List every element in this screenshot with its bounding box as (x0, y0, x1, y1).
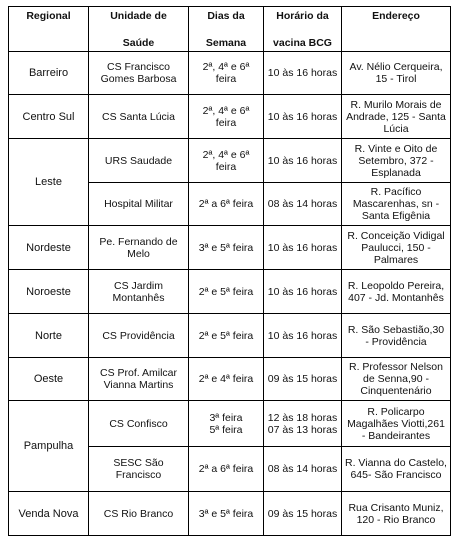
cell-regional: Noroeste (9, 270, 89, 314)
cell-endereco: Rua Crisanto Muniz, 120 - Rio Branco (342, 492, 451, 536)
header-endereco-label: Endereço (372, 10, 420, 22)
cell-horario: 09 às 15 horas (264, 358, 342, 401)
cell-dias: 2ª, 4ª e 6ª feira (189, 95, 264, 139)
cell-regional: Leste (9, 139, 89, 226)
cell-unidade: CS Rio Branco (89, 492, 189, 536)
cell-dias: 2ª e 4ª feira (189, 358, 264, 401)
header-horario-line1: Horário da (276, 10, 329, 22)
header-regional-label: Regional (26, 10, 71, 22)
cell-regional: Venda Nova (9, 492, 89, 536)
cell-horario: 10 às 16 horas (264, 226, 342, 270)
cell-unidade: CS Jardim Montanhês (89, 270, 189, 314)
cell-unidade: URS Saudade (89, 139, 189, 183)
cell-horario: 08 às 14 horas (264, 183, 342, 226)
cell-endereco: R. Professor Nelson de Senna,90 - Cinquentenário (342, 358, 451, 401)
cell-endereco: R. Vianna do Castelo, 645- São Francisco (342, 447, 451, 492)
table-row (9, 401, 451, 447)
table-row (9, 52, 451, 95)
cell-dias: 3ª e 5ª feira (189, 492, 264, 536)
header-dias-line2: Semana (205, 37, 247, 49)
cell-unidade: CS Confisco (89, 401, 189, 447)
header-horario (264, 7, 342, 52)
table-row (9, 492, 451, 536)
header-endereco (342, 7, 451, 52)
header-dias (189, 7, 264, 52)
cell-dias: 2ª, 4ª e 6ª feira (189, 139, 264, 183)
cell-regional: Barreiro (9, 52, 89, 95)
cell-horario: 10 às 16 horas (264, 270, 342, 314)
cell-unidade: CS Prof. Amilcar Vianna Martins (89, 358, 189, 401)
cell-endereco: R. Leopoldo Pereira, 407 - Jd. Montanhês (342, 270, 451, 314)
cell-regional: Oeste (9, 358, 89, 401)
cell-dias: 2ª a 6ª feira (189, 447, 264, 492)
cell-unidade: CS Santa Lúcia (89, 95, 189, 139)
cell-regional: Pampulha (9, 401, 89, 492)
cell-endereco: R. Policarpo Magalhães Viotti,261 - Bandeirantes (342, 401, 451, 447)
header-unidade (89, 7, 189, 52)
header-row (9, 7, 451, 52)
cell-dias: 2ª e 5ª feira (189, 314, 264, 358)
cell-horario: 10 às 16 horas (264, 95, 342, 139)
table-row (9, 95, 451, 139)
cell-endereco: Av. Nélio Cerqueira, 15 - Tirol (342, 52, 451, 95)
cell-dias: 3ª e 5ª feira (189, 226, 264, 270)
cell-endereco: R. Pacífico Mascarenhas, sn - Santa Efigênia (342, 183, 451, 226)
table-body (9, 52, 451, 536)
cell-horario: 10 às 16 horas (264, 314, 342, 358)
cell-regional: Norte (9, 314, 89, 358)
cell-horario: 10 às 16 horas (264, 52, 342, 95)
cell-horario: 08 às 14 horas (264, 447, 342, 492)
header-regional (9, 7, 89, 52)
cell-endereco: R. Vinte e Oito de Setembro, 372 - Esplanada (342, 139, 451, 183)
cell-unidade: CS Francisco Gomes Barbosa (89, 52, 189, 95)
cell-dias: 2ª, 4ª e 6ª feira (189, 52, 264, 95)
table-row (9, 226, 451, 270)
header-unidade-line1: Unidade de (110, 10, 167, 22)
cell-endereco: R. Murilo Morais de Andrade, 125 - Santa Lúcia (342, 95, 451, 139)
cell-unidade: CS Providência (89, 314, 189, 358)
cell-horario: 12 às 18 horas 07 às 13 horas (264, 401, 342, 447)
cell-regional: Nordeste (9, 226, 89, 270)
table-row (9, 358, 451, 401)
cell-unidade: SESC São Francisco (89, 447, 189, 492)
header-dias-line1: Dias da (207, 10, 245, 22)
cell-endereco: R. Conceição Vidigal Paulucci, 150 - Palmares (342, 226, 451, 270)
cell-dias: 2ª e 5ª feira (189, 270, 264, 314)
header-unidade-line2: Saúde (122, 37, 155, 49)
cell-horario: 09 às 15 horas (264, 492, 342, 536)
cell-unidade: Pe. Fernando de Melo (89, 226, 189, 270)
cell-horario: 10 às 16 horas (264, 139, 342, 183)
table-row (9, 314, 451, 358)
header-horario-line2: vacina BCG (273, 37, 332, 49)
cell-unidade: Hospital Militar (89, 183, 189, 226)
table-row (9, 270, 451, 314)
cell-dias: 3ª feira 5ª feira (189, 401, 264, 447)
table-row (9, 139, 451, 183)
cell-dias: 2ª a 6ª feira (189, 183, 264, 226)
bcg-vaccination-table (8, 6, 451, 536)
cell-regional: Centro Sul (9, 95, 89, 139)
cell-endereco: R. São Sebastião,30 - Providência (342, 314, 451, 358)
